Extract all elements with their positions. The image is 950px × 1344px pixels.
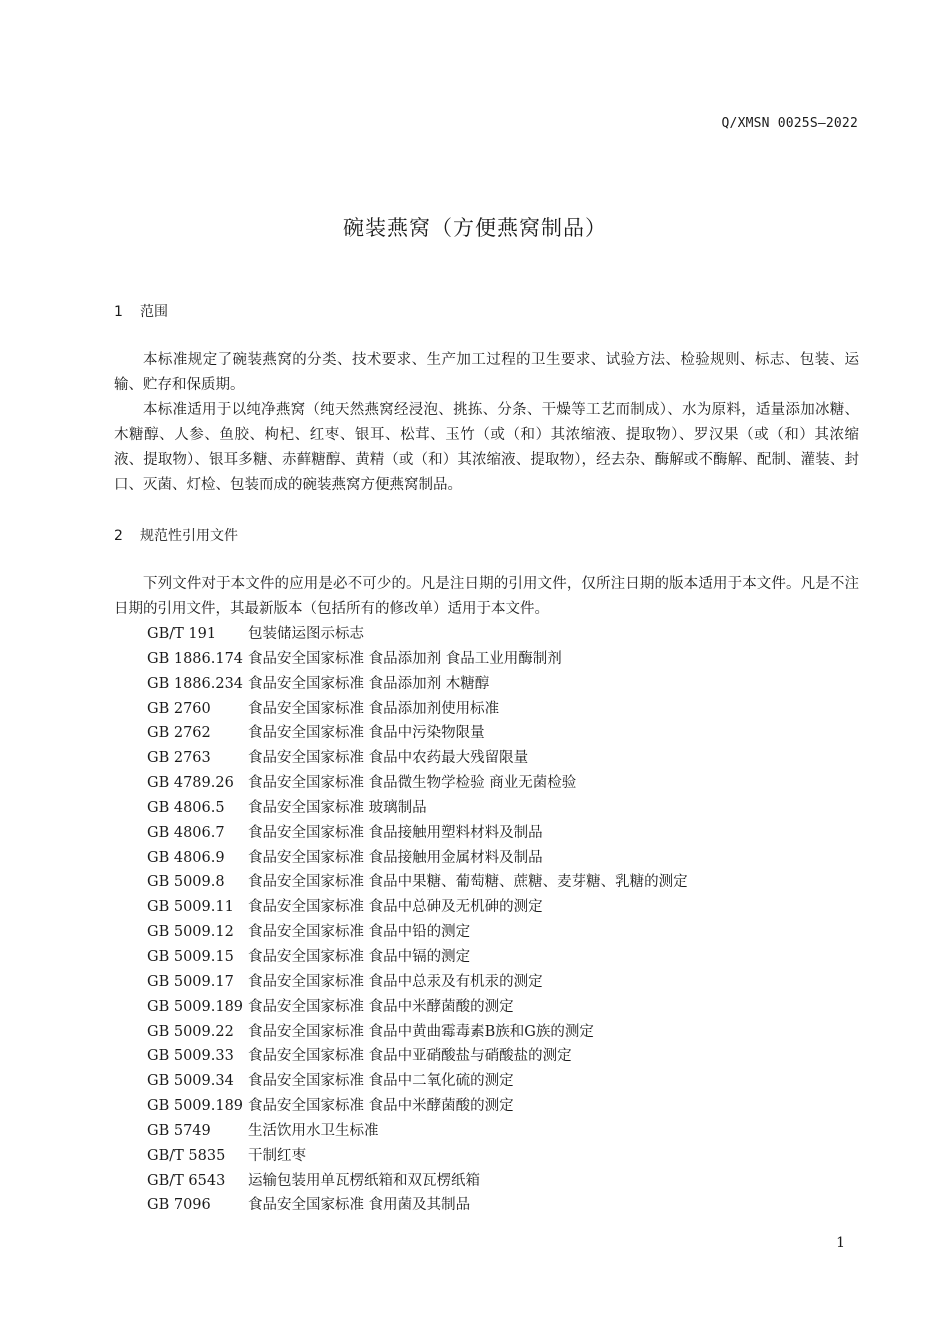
reference-code: GB 5009.189 [147,998,244,1015]
reference-title: 食品安全国家标准 食品中亚硝酸盐与硝酸盐的测定 [248,1048,572,1065]
reference-code: GB 5009.34 [147,1073,234,1090]
reference-item [147,870,688,895]
reference-title: 食品安全国家标准 食品接触用塑料材料及制品 [248,824,543,841]
reference-title: 食品安全国家标准 食品中镉的测定 [248,948,471,965]
references-intro-paragraph: 下列文件对于本文件的应用是必不可少的。凡是注日期的引用文件，仅所注日期的版本适用于本文件。凡是不注日期的引用文件，其最新版本（包括所有的修改单）适用于本文件。 [114,576,859,617]
reference-code: GB/T 5835 [147,1147,226,1164]
reference-code: GB/T 191 [147,626,217,642]
reference-item [147,796,688,821]
section-heading-scope [114,301,168,321]
scope-paragraph: 本标准规定了碗装燕窝的分类、技术要求、生产加工过程的卫生要求、试验方法、检验规则、标志、包装、运输、贮存和保质期。 [114,352,859,393]
section-title: 范围 [140,304,168,320]
reference-item [147,895,688,920]
reference-title: 食品安全国家标准 食品中总砷及无机砷的测定 [248,899,543,916]
reference-code: GB 5009.8 [147,874,225,891]
reference-item [147,1144,688,1169]
section-number: 2 [114,528,123,544]
reference-title: 食品安全国家标准 食品中农药最大残留限量 [248,750,529,767]
reference-item [147,771,688,796]
reference-item [147,821,688,846]
reference-title: 食品安全国家标准 食品添加剂 木糖醇 [248,675,490,692]
reference-code: GB 5009.17 [147,973,234,990]
document-title: 碗装燕窝（方便燕窝制品） [343,216,607,240]
reference-title: 食品安全国家标准 食品接触用金属材料及制品 [248,849,543,866]
reference-list [147,622,688,1218]
reference-item [147,995,688,1020]
reference-item [147,1169,688,1194]
reference-code: GB 5009.15 [147,948,234,965]
reference-item [147,1094,688,1119]
reference-code: GB 4806.5 [147,799,225,816]
reference-code: GB 7096 [147,1197,211,1214]
reference-item [147,1069,688,1094]
reference-title: 生活饮用水卫生标准 [248,1122,379,1139]
reference-code: GB 5009.12 [147,924,234,941]
reference-item [147,622,688,647]
reference-code: GB 4789.26 [147,775,234,792]
reference-item [147,721,688,746]
document-code: Q/XMSN 0025S—2022 [721,116,858,131]
reference-title: 食品安全国家标准 玻璃制品 [248,799,427,816]
reference-code: GB 5009.33 [147,1048,234,1065]
reference-code: GB 2762 [147,725,211,742]
reference-title: 食品安全国家标准 食品中二氧化硫的测定 [248,1073,514,1090]
reference-title: 食品安全国家标准 食用菌及其制品 [248,1197,471,1214]
reference-code: GB 5009.189 [147,1098,244,1115]
reference-title: 食品安全国家标准 食品中污染物限量 [248,725,485,742]
reference-item [147,920,688,945]
scope-paragraph: 本标准适用于以纯净燕窝（纯天然燕窝经浸泡、挑拣、分条、干燥等工艺而制成）、水为原料，适量添加冰糖、木糖醇、人参、鱼胶、枸杞、红枣、银耳、松茸、玉竹（或（和）其浓缩液、提取物）、罗汉果（或（和）其浓缩液、提取物）、银耳多糖、赤藓糖醇、黄精（或（和）其浓缩液、提取物），经去杂、酶解或不酶解、配制、灌装、封口、灭菌、灯检、包装而成的碗装燕窝方便燕窝制品。 [114,402,859,493]
reference-title: 运输包装用单瓦楞纸箱和双瓦楞纸箱 [248,1172,480,1189]
reference-code: GB 1886.174 [147,650,244,667]
reference-title: 食品安全国家标准 食品添加剂 食品工业用酶制剂 [248,650,562,667]
reference-item [147,1119,688,1144]
reference-item [147,846,688,871]
section-heading-normative-references [114,525,238,545]
reference-item [147,746,688,771]
reference-title: 食品安全国家标准 食品中米酵菌酸的测定 [248,998,514,1015]
reference-item [147,1020,688,1045]
reference-title: 食品安全国家标准 食品中铅的测定 [248,924,471,941]
reference-title: 食品安全国家标准 食品中总汞及有机汞的测定 [248,973,543,990]
reference-item [147,1044,688,1069]
reference-item [147,672,688,697]
reference-code: GB 1886.234 [147,675,244,692]
reference-title: 食品安全国家标准 食品中果糖、葡萄糖、蔗糖、麦芽糖、乳糖的测定 [248,874,688,891]
reference-item [147,945,688,970]
reference-item [147,697,688,722]
reference-item [147,970,688,995]
reference-title: 包装储运图示标志 [248,626,364,642]
reference-item [147,1193,688,1218]
reference-code: GB 2763 [147,750,211,767]
reference-title: 食品安全国家标准 食品中黄曲霉毒素B族和G族的测定 [248,1023,594,1040]
page-number: 1 [836,1235,845,1251]
reference-item [147,647,688,672]
reference-code: GB 5009.22 [147,1023,234,1040]
reference-title: 干制红枣 [248,1147,306,1164]
reference-code: GB 4806.7 [147,824,225,841]
reference-code: GB 5009.11 [147,899,234,916]
section-title: 规范性引用文件 [140,528,238,544]
reference-code: GB 4806.9 [147,849,225,866]
reference-code: GB 5749 [147,1122,211,1139]
reference-title: 食品安全国家标准 食品微生物学检验 商业无菌检验 [248,775,577,792]
reference-code: GB 2760 [147,700,211,717]
section-number: 1 [114,304,123,320]
reference-title: 食品安全国家标准 食品添加剂使用标准 [248,700,500,717]
reference-code: GB/T 6543 [147,1172,226,1189]
reference-title: 食品安全国家标准 食品中米酵菌酸的测定 [248,1098,514,1115]
